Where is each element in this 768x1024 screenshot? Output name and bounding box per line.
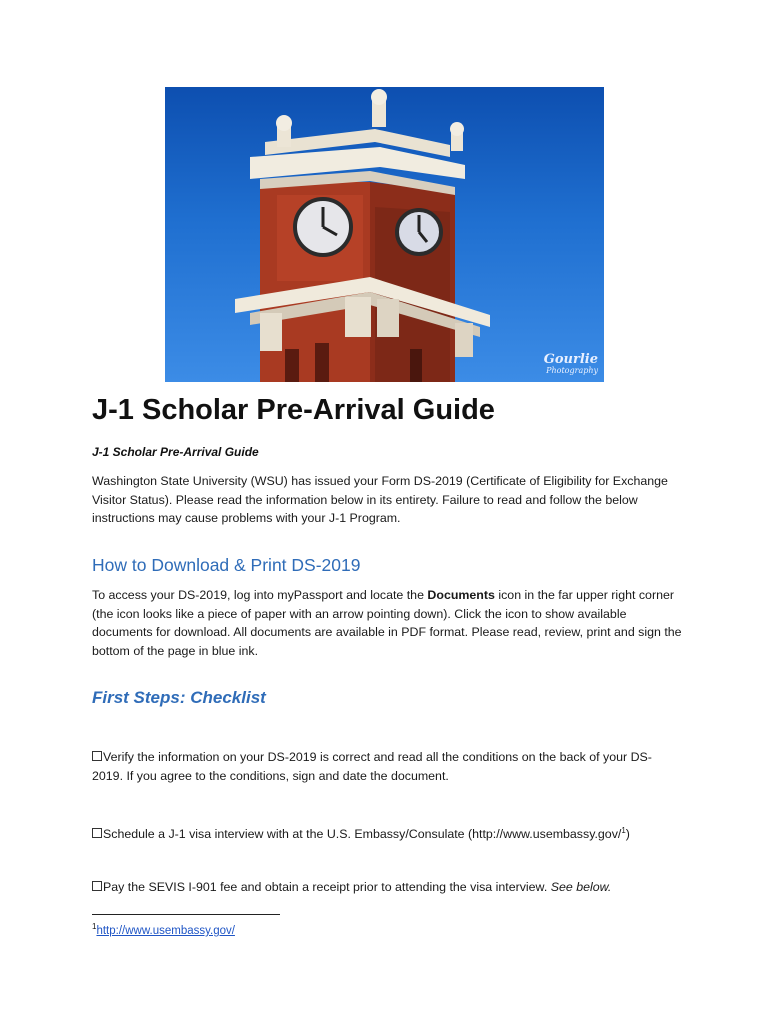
document-subtitle: J-1 Scholar Pre-Arrival Guide <box>92 445 259 459</box>
footnote-divider <box>92 914 280 915</box>
checkbox-icon[interactable] <box>92 828 102 838</box>
photographer-watermark: Gourlie Photography <box>543 352 598 375</box>
download-paragraph: To access your DS-2019, log into myPassport and locate the Documents icon in the far upper right corner (the icon looks like a piece of paper with an arrow pointing down). Click the icon to show available documents for download. All documents are available in PDF format. Please read, review, print and sign the bottom of the page in blue ink. <box>92 588 682 658</box>
checklist-item-sevis-fee: Pay the SEVIS I-901 fee and obtain a receipt prior to attending the visa interview. See below. <box>92 878 682 897</box>
documents-bold-label: Documents <box>427 588 495 602</box>
checkbox-icon[interactable] <box>92 881 102 891</box>
footnote-link[interactable]: http://www.usembassy.gov/ <box>96 924 235 937</box>
clock-tower-illustration <box>165 87 604 382</box>
clock-tower-photo <box>165 87 604 382</box>
checklist-heading: First Steps: Checklist <box>92 688 266 707</box>
checklist-item-verify: Verify the information on your DS-2019 is correct and read all the conditions on the back of your DS-2019. If you agree to the conditions, sign and date the document. <box>92 750 652 783</box>
download-heading: How to Download & Print DS-2019 <box>92 555 361 575</box>
footnote: $^1$http://www.usembassy.gov/ <box>92 922 235 937</box>
checklist-item-visa-interview: Schedule a J-1 visa interview with at the U.S. Embassy/Consulate (http://www.usembassy.gov/$^1$) <box>92 822 682 844</box>
checkbox-icon[interactable] <box>92 751 102 761</box>
intro-paragraph: Washington State University (WSU) has issued your Form DS-2019 (Certificate of Eligibility for Exchange Visitor Status). Please read the information below in its entirety. Failure to read and follow the below instructions may cause problems with your J-1 Program. <box>92 474 668 525</box>
document-title: J-1 Scholar Pre-Arrival Guide <box>92 394 495 426</box>
